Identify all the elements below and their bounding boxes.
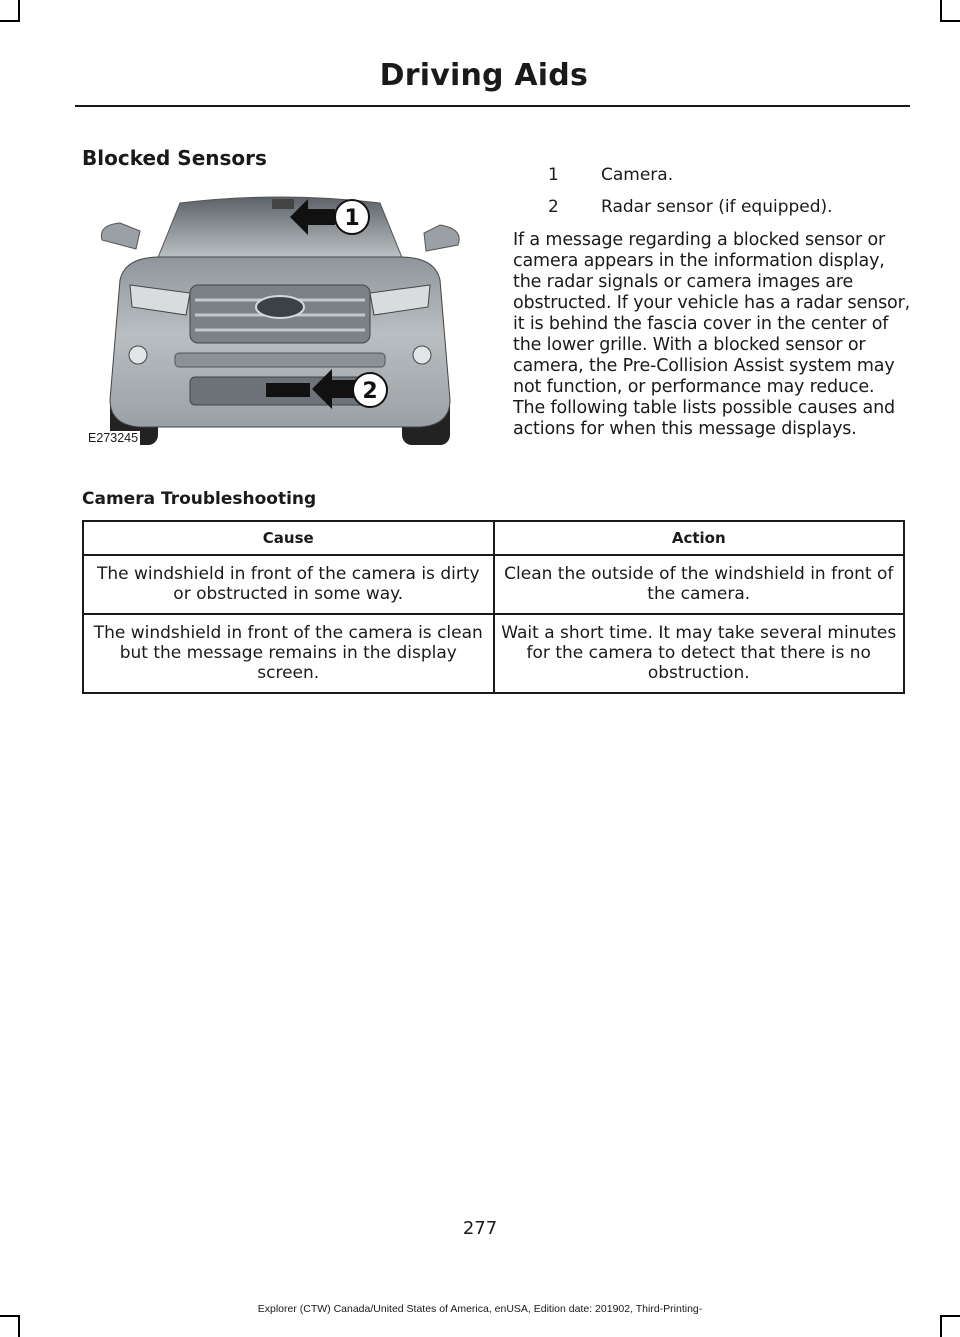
action-cell: Wait a short time. It may take several minutes for the camera to detect that there is no obstruction. bbox=[494, 614, 905, 693]
header-divider bbox=[75, 105, 910, 107]
troubleshooting-table bbox=[82, 520, 905, 694]
table-row bbox=[83, 614, 904, 693]
callout-text: Camera. bbox=[601, 165, 674, 185]
crop-mark bbox=[0, 1315, 20, 1317]
callout-number: 2 bbox=[548, 197, 559, 217]
cause-cell: The windshield in front of the camera is clean but the message remains in the display screen. bbox=[83, 614, 494, 693]
callout-text: Radar sensor (if equipped). bbox=[601, 197, 833, 217]
section-heading: Blocked Sensors bbox=[82, 146, 267, 170]
table-row bbox=[83, 555, 904, 614]
table-heading: Camera Troubleshooting bbox=[82, 489, 317, 509]
figure-code: E273245 bbox=[88, 431, 139, 445]
vehicle-sensor-figure bbox=[80, 185, 480, 455]
camera-housing bbox=[272, 199, 294, 209]
body-paragraph: If a message regarding a blocked sensor or camera appears in the information display, the radar signals or camera images are obstructed. If your vehicle has a radar sensor, it is behind the fascia cover in the center of the lower grille. With a blocked sensor or camera, the Pre-Collision Assist system may not function, or performance may reduce. The following table lists possible causes and actions for when this message displays. bbox=[513, 230, 911, 439]
cause-cell: The windshield in front of the camera is dirty or obstructed in some way. bbox=[83, 555, 494, 614]
column-header-cause: Cause bbox=[83, 521, 494, 555]
crop-mark bbox=[940, 20, 960, 22]
callout-label: 1 bbox=[344, 206, 360, 231]
action-cell: Clean the outside of the windshield in front of the camera. bbox=[494, 555, 905, 614]
table-header-row bbox=[83, 521, 904, 555]
crop-mark bbox=[940, 1317, 942, 1337]
callout-list bbox=[548, 159, 908, 223]
crop-mark bbox=[18, 0, 20, 20]
brand-emblem bbox=[256, 296, 304, 318]
vehicle-front-illustration bbox=[80, 185, 480, 455]
right-mirror bbox=[424, 225, 459, 251]
radar-sensor bbox=[266, 383, 310, 397]
right-fog-light bbox=[413, 346, 431, 364]
list-item bbox=[548, 159, 908, 191]
crop-mark bbox=[940, 0, 942, 20]
left-fog-light bbox=[129, 346, 147, 364]
crop-mark bbox=[18, 1317, 20, 1337]
callout-number: 1 bbox=[548, 165, 559, 185]
page-number: 277 bbox=[462, 1218, 498, 1239]
bumper-trim bbox=[175, 353, 385, 367]
page-header-title: Driving Aids bbox=[379, 58, 588, 93]
list-item bbox=[548, 191, 908, 223]
crop-mark bbox=[0, 20, 20, 22]
footer-text: Explorer (CTW) Canada/United States of America, enUSA, Edition date: 201902, Third-Printing- bbox=[257, 1303, 703, 1315]
crop-mark bbox=[940, 1315, 960, 1317]
callout-label: 2 bbox=[362, 379, 378, 404]
column-header-action: Action bbox=[494, 521, 905, 555]
left-mirror bbox=[101, 223, 140, 249]
